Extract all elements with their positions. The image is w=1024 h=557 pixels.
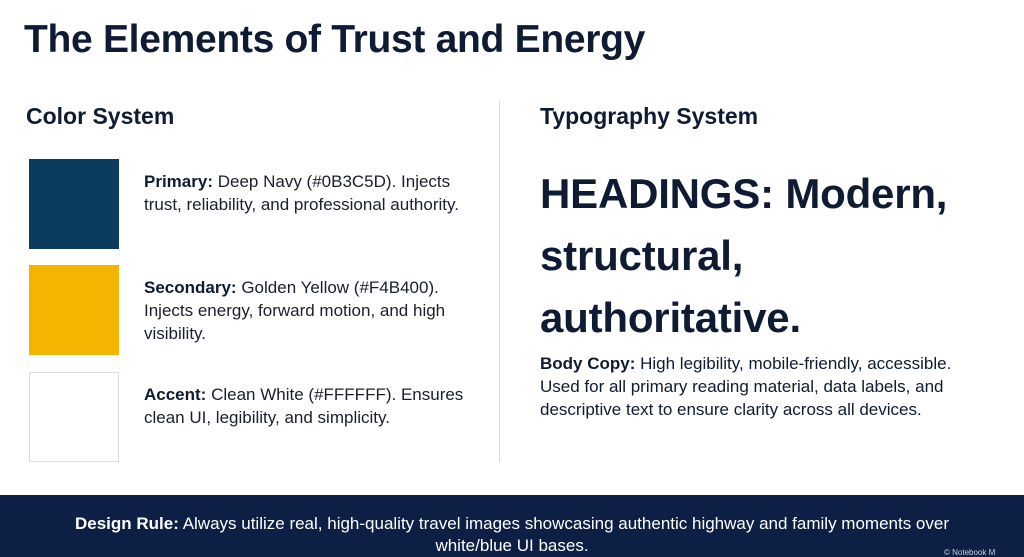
headings-sample: HEADINGS: Modern, structural, authoritative. (540, 170, 948, 341)
design-rule-label: Design Rule: (74, 514, 179, 533)
secondary-color-swatch (29, 265, 119, 355)
body-copy-text: High legibility, mobile-friendly, accessible. Used for all primary reading material, data labels, and descriptive text to ensure clarity across all devices. (540, 354, 952, 419)
accent-color-label: Accent: (144, 385, 207, 404)
secondary-color-description (144, 276, 474, 345)
body-copy-description (540, 352, 980, 421)
typography-system-heading: Typography System (540, 103, 759, 129)
accent-color-description (144, 383, 474, 429)
accent-color-swatch (29, 372, 119, 462)
body-copy-label: Body Copy: (540, 354, 636, 373)
primary-color-label: Primary: (144, 172, 213, 191)
accent-color-text: Clean White (#FFFFFF). Ensures clean UI, legibility, and simplicity. (144, 385, 464, 427)
design-rule (62, 513, 962, 557)
column-divider (499, 100, 500, 462)
credit-watermark: © Notebook M (944, 548, 996, 557)
secondary-color-text: Golden Yellow (#F4B400). Injects energy, forward motion, and high visibility. (144, 278, 446, 343)
primary-color-swatch (29, 159, 119, 249)
secondary-color-label: Secondary: (144, 278, 237, 297)
design-rule-text: Always utilize real, high-quality travel images showcasing authentic highway and family moments over white/blue UI bases. (182, 514, 949, 555)
primary-color-text: Deep Navy (#0B3C5D). Injects trust, reliability, and professional authority. (144, 172, 459, 214)
primary-color-description (144, 170, 474, 216)
page-title: The Elements of Trust and Energy (24, 18, 646, 61)
color-system-heading: Color System (26, 103, 175, 129)
